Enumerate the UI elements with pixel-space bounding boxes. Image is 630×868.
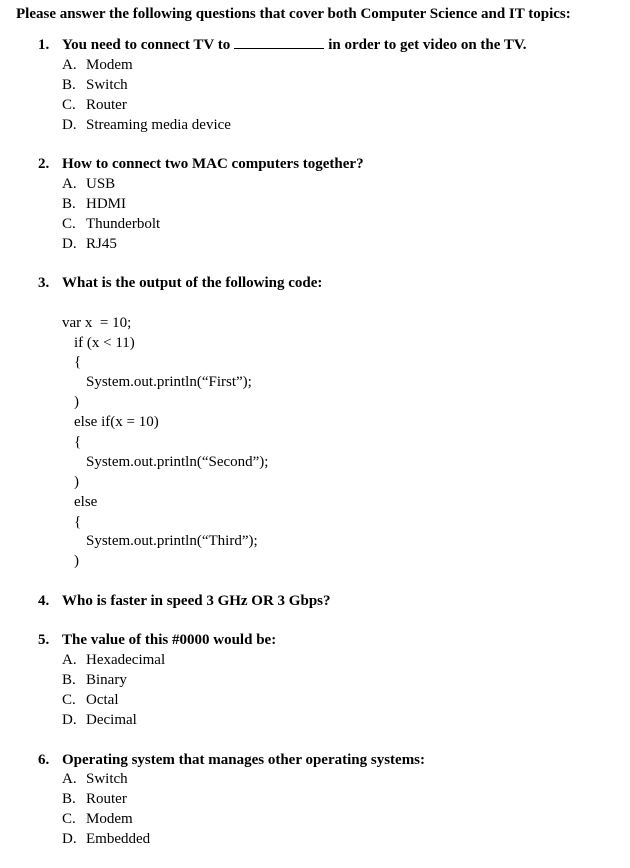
question-5 (38, 632, 276, 649)
question-number: 2. (38, 156, 50, 172)
q1-option-a (62, 57, 133, 74)
code-line: System.out.println(“Second”); (86, 454, 269, 470)
option-letter: B. (62, 672, 76, 688)
q6-option-a (62, 771, 128, 788)
option-text: Router (86, 791, 127, 807)
code-line: if (x < 11) (74, 335, 135, 351)
question-number: 1. (38, 37, 50, 53)
code-line: System.out.println(“First”); (86, 374, 252, 390)
option-letter: D. (62, 236, 77, 252)
answer-blank (234, 37, 324, 49)
code-line: { (74, 354, 82, 370)
option-text: Embedded (86, 831, 151, 847)
code-line: else if(x = 10) (74, 414, 159, 430)
question-number: 5. (38, 632, 50, 648)
option-text: Streaming media device (86, 117, 231, 133)
option-letter: B. (62, 77, 76, 93)
option-letter: A. (62, 652, 77, 668)
option-text: Decimal (86, 712, 137, 728)
q2-option-c (62, 216, 160, 233)
option-text: Octal (86, 692, 119, 708)
option-text: Switch (86, 77, 128, 93)
option-text: Modem (86, 811, 133, 827)
question-number: 4. (38, 593, 50, 609)
q5-option-d (62, 712, 137, 729)
q5-option-b (62, 672, 127, 689)
q5-option-a (62, 652, 165, 669)
q2-option-a (62, 176, 115, 193)
question-text-after-blank: in order to get video on the TV. (328, 37, 527, 53)
option-text: Switch (86, 771, 128, 787)
code-line: System.out.println(“Third”); (86, 533, 258, 549)
question-text: The value of this #0000 would be: (62, 632, 277, 648)
question-1 (38, 37, 527, 54)
option-text: RJ45 (86, 236, 117, 252)
option-letter: B. (62, 791, 76, 807)
option-letter: C. (62, 97, 76, 113)
option-letter: D. (62, 831, 77, 847)
option-text: Binary (86, 672, 127, 688)
question-2 (38, 156, 364, 173)
code-line: var x = 10; (62, 315, 132, 331)
question-3 (38, 275, 322, 292)
q1-option-d (62, 117, 231, 134)
option-letter: D. (62, 117, 77, 133)
option-text: HDMI (86, 196, 126, 212)
code-line: { (74, 434, 82, 450)
question-text: What is the output of the following code: (62, 275, 323, 291)
question-number: 3. (38, 275, 50, 291)
option-letter: A. (62, 57, 77, 73)
question-text: Operating system that manages other operating systems: (62, 752, 426, 768)
option-letter: B. (62, 196, 76, 212)
q1-option-c (62, 97, 127, 114)
q1-option-b (62, 77, 128, 94)
code-line: { (74, 514, 82, 530)
option-text: Modem (86, 57, 133, 73)
q2-option-b (62, 196, 126, 213)
option-letter: C. (62, 811, 76, 827)
option-text: USB (86, 176, 116, 192)
option-letter: C. (62, 216, 76, 232)
option-text: Thunderbolt (86, 216, 161, 232)
code-line: else (74, 494, 98, 510)
question-6 (38, 752, 425, 769)
q6-option-c (62, 811, 133, 828)
code-line: ) (74, 474, 79, 490)
option-text: Hexadecimal (86, 652, 166, 668)
option-text: Router (86, 97, 127, 113)
q6-option-d (62, 831, 150, 848)
option-letter: D. (62, 712, 77, 728)
option-letter: A. (62, 176, 77, 192)
q2-option-d (62, 236, 117, 253)
option-letter: C. (62, 692, 76, 708)
question-text-before-blank: You need to connect TV to (62, 37, 231, 53)
code-line: ) (74, 394, 79, 410)
question-text: How to connect two MAC computers together? (62, 156, 364, 172)
q6-option-b (62, 791, 127, 808)
question-4 (38, 593, 331, 610)
code-line: ) (74, 553, 79, 569)
instructions-heading: Please answer the following questions that cover both Computer Science and IT topics: (16, 6, 571, 22)
q5-option-c (62, 692, 118, 709)
question-text: Who is faster in speed 3 GHz OR 3 Gbps? (62, 593, 331, 609)
question-number: 6. (38, 752, 50, 768)
option-letter: A. (62, 771, 77, 787)
